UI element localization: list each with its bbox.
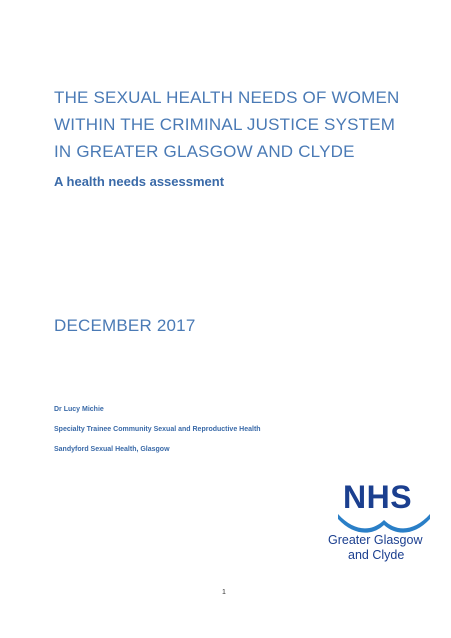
author-role: Specialty Trainee Community Sexual and Reproductive Health — [54, 426, 261, 433]
document-date: DECEMBER 2017 — [54, 316, 196, 335]
document-title — [54, 84, 424, 165]
nhs-logo-board-line-2: and Clyde — [348, 548, 405, 562]
page-number: 1 — [222, 589, 226, 596]
nhs-logo-mark: NHS — [343, 479, 413, 515]
author-organisation: Sandyford Sexual Health, Glasgow — [54, 446, 170, 453]
title-line-2: WITHIN THE CRIMINAL JUSTICE SYSTEM — [54, 115, 396, 134]
author-name: Dr Lucy Michie — [54, 406, 104, 413]
title-line-3: IN GREATER GLASGOW AND CLYDE — [54, 142, 355, 161]
nhs-logo — [326, 480, 436, 570]
nhs-swoosh-icon — [334, 510, 434, 534]
title-line-1: THE SEXUAL HEALTH NEEDS OF WOMEN — [54, 88, 400, 107]
nhs-logo-board-line-1: Greater Glasgow — [328, 533, 423, 547]
author-block — [54, 400, 261, 460]
document-subtitle: A health needs assessment — [54, 174, 225, 189]
